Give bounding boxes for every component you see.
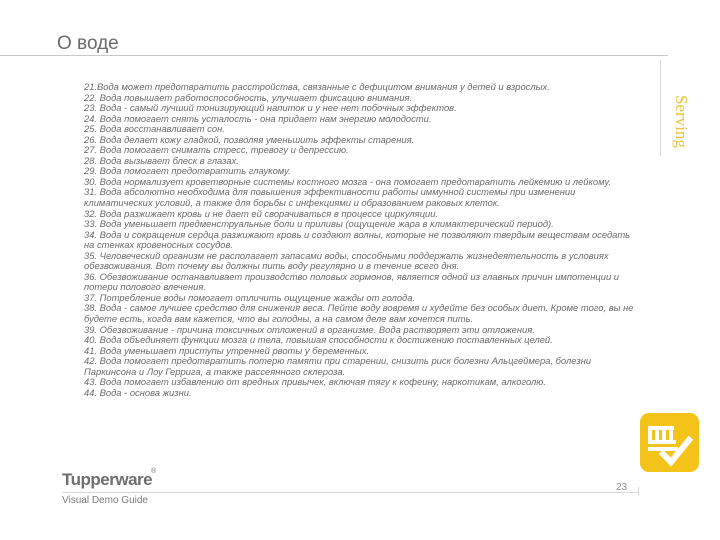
- facts-list: [84, 82, 636, 398]
- list-item: 34. Вода и сокращения сердца разжижают кровь и создают волны, которые не позволяют твердым веществам оседать на стенках кровеносных сосудов.: [84, 228, 631, 251]
- list-item: 36. Обезвоживание останавливает производство половых гормонов, является одной из главных причин импотенции и потери полового влечения.: [84, 270, 620, 293]
- list-item: 30. Вода нормализует кроветворные системы костного мозга - она помогает предотвратить лейкемию и лейкому.: [84, 175, 612, 187]
- list-item: 40. Вода объединяет функции мозга и тела, повышая способности к достижению поставленных целей.: [84, 334, 553, 346]
- slide-title: О воде: [57, 33, 119, 54]
- tupperware-logo: Tupperware: [62, 470, 153, 489]
- footer-divider-tick: [638, 487, 639, 495]
- list-item: 26. Вода делает кожу гладкой, позволяя уменьшить эффекты старения.: [84, 133, 415, 145]
- list-item: 25. Вода восстанавливает сон.: [84, 123, 225, 135]
- list-item: 41. Вода уменьшает приступы утренней рвоты у беременных.: [84, 344, 370, 356]
- list-item: 38. Вода - самое лучшее средство для снижения веса. Пейте воду вовремя и худейте без особых диет. Кроме того, вы не будете есть, когда вам кажется, что вы голодны, а на самом деле вам хочется пить.: [84, 302, 634, 325]
- title-divider: [0, 55, 668, 56]
- serving-icon: [640, 413, 699, 472]
- list-item: 42. Вода помогает предотвратить потерю памяти при старении, снизить риск болезни Альцгеймера, болезни Паркинсона и Лоу Геррига, а также рассеянного склероза.: [84, 355, 592, 377]
- list-item: 23. Вода - самый лучший тонизирующий напиток и у нее нет побочных эффектов.: [84, 102, 457, 114]
- page-number: 23: [616, 482, 628, 493]
- serving-label: Serving: [672, 94, 691, 148]
- list-item: 27. Вода помогает снимать стресс, тревогу и депрессию.: [84, 144, 349, 156]
- list-item: 29. Вода помогает предотвратить глаукому.: [84, 165, 291, 177]
- list-item: 22. Вода повышает работоспособность, улучшает фиксацию внимания.: [84, 91, 413, 103]
- list-item: 33. Вода уменьшает предменструальные боли и приливы (ощущение жара в климактерический период).: [84, 218, 554, 230]
- list-item: 43. Вода помогает избавлению от вредных привычек, включая тягу к кофеину, наркотикам, алкоголю.: [84, 376, 546, 388]
- side-divider: [660, 60, 661, 156]
- registered-mark: ®: [151, 468, 157, 475]
- footer-label: Visual Demo Guide: [62, 495, 148, 506]
- list-item: 28. Вода вызывает блеск в глазах.: [84, 154, 239, 166]
- list-item: 35. Человеческий организм не располагает запасами воды, способными поддержать жизнедеятельность в условиях обезвоживания. Вот почему вы должны пить воду регулярно и в течение всего дня.: [84, 249, 609, 272]
- list-item: 21.Вода может предотвратить расстройства, связанные с дефицитом внимания у детей и взрослых.: [84, 81, 550, 92]
- list-item: 24. Вода помогает снять усталость - она придает нам энергию молодости.: [84, 112, 432, 124]
- list-item: 37. Потребление воды помогает отличить ощущение жажды от голода.: [84, 291, 416, 303]
- list-item: 32. Вода разжижает кровь и не дает ей сворачиваться в процессе циркуляции.: [84, 207, 439, 219]
- list-item: 31. Вода абсолютно необходима для повышения эффективности работы иммунной системы при изменении климатических условий, а также для борьбы с инфекциями и образованием раковых клеток.: [84, 186, 576, 209]
- footer-divider: [62, 492, 638, 493]
- list-item: 39. Обезвоживание - причина токсичных отложений в организме. Вода растворяет эти отложения.: [84, 323, 535, 335]
- list-item: 44. Вода - основа жизни.: [84, 386, 192, 398]
